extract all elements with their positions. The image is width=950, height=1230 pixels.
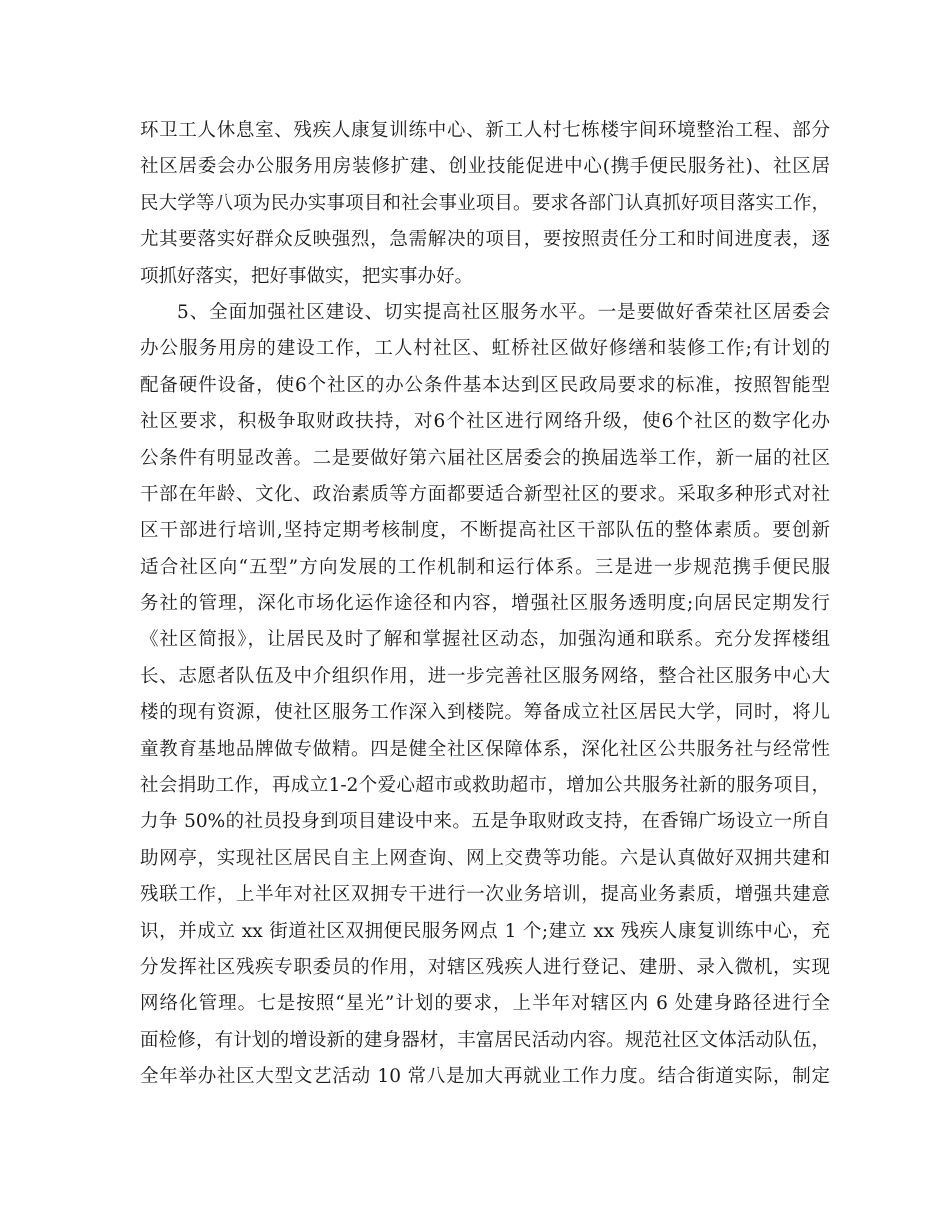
text-line: 全年举办社区大型文艺活动 10 常八是加大再就业工作力度。结合街道实际，制定	[140, 1066, 830, 1088]
text-line: 童教育基地品牌做专做精。四是健全社区保障体系，深化社区公共服务社与经常性	[140, 738, 830, 760]
text-line: 楼的现有资源，使社区服务工作深入到楼院。筹备成立社区居民大学，同时，将儿	[140, 702, 830, 724]
body-text	[140, 113, 830, 1096]
text-line: 务社的管理，深化市场化运作途径和内容，增强社区服务透明度;向居民定期发行	[140, 593, 830, 615]
text-line: 公条件有明显改善。二是要做好第六届社区居委会的换届选举工作，新一届的社区	[140, 447, 830, 469]
text-line: 助网亭，实现社区居民自主上网查询、网上交费等功能。六是认真做好双拥共建和	[140, 847, 830, 869]
text-line: 社区居委会办公服务用房装修扩建、创业技能促进中心(携手便民服务社)、社区居	[140, 156, 830, 178]
text-line: 社会捐助工作，再成立1-2个爱心超市或救助超市，增加公共服务社新的服务项目，	[140, 775, 830, 797]
text-line: 网络化管理。七是按照“星光”计划的要求，上半年对辖区内 6 处建身路径进行全	[140, 993, 830, 1015]
text-line: 尤其要落实好群众反映强烈，急需解决的项目，要按照责任分工和时间进度表，逐	[140, 229, 830, 251]
text-line: 长、志愿者队伍及中介组织作用，进一步完善社区服务网络，整合社区服务中心大	[140, 665, 830, 687]
text-line: 面检修，有计划的增设新的建身器材，丰富居民活动内容。规范社区文体活动队伍，	[140, 1029, 830, 1051]
text-line: 适合社区向“五型”方向发展的工作机制和运行体系。三是进一步规范携手便民服	[140, 556, 830, 578]
text-line: 环卫工人休息室、残疾人康复训练中心、新工人村七栋楼宇间环境整治工程、部分	[140, 120, 830, 141]
paragraph-start-line: 5、全面加强社区建设、切实提高社区服务水平。一是要做好香荣社区居委会	[177, 301, 830, 323]
text-line: 识，并成立 xx 街道社区双拥便民服务网点 1 个;建立 xx 残疾人康复训练中心，充	[140, 920, 830, 942]
text-line: 项抓好落实，把好事做实，把实事办好。	[140, 265, 474, 287]
text-line: 办公服务用房的建设工作，工人村社区、虹桥社区做好修缮和装修工作;有计划的	[140, 338, 830, 360]
text-line: 社区要求，积极争取财政扶持，对6个社区进行网络升级，使6个社区的数字化办	[140, 411, 830, 433]
text-line: 区干部进行培训,坚持定期考核制度，不断提高社区干部队伍的整体素质。要创新	[140, 520, 830, 542]
text-line: 力争 50%的社员投身到项目建设中来。五是争取财政支持，在香锦广场设立一所自	[140, 811, 830, 833]
text-line: 《社区简报》，让居民及时了解和掌握社区动态，加强沟通和联系。充分发挥楼组	[140, 629, 830, 651]
text-line: 民大学等八项为民办实事项目和社会事业项目。要求各部门认真抓好项目落实工作，	[140, 192, 830, 214]
text-line: 配备硬件设备，使6个社区的办公条件基本达到区民政局要求的标准，按照智能型	[140, 374, 830, 396]
text-line: 残联工作，上半年对社区双拥专干进行一次业务培训，提高业务素质，增强共建意	[140, 884, 830, 906]
text-line: 干部在年龄、文化、政治素质等方面都要适合新型社区的要求。采取多种形式对社	[140, 483, 830, 505]
text-line: 分发挥社区残疾专职委员的作用，对辖区残疾人进行登记、建册、录入微机，实现	[140, 956, 830, 978]
